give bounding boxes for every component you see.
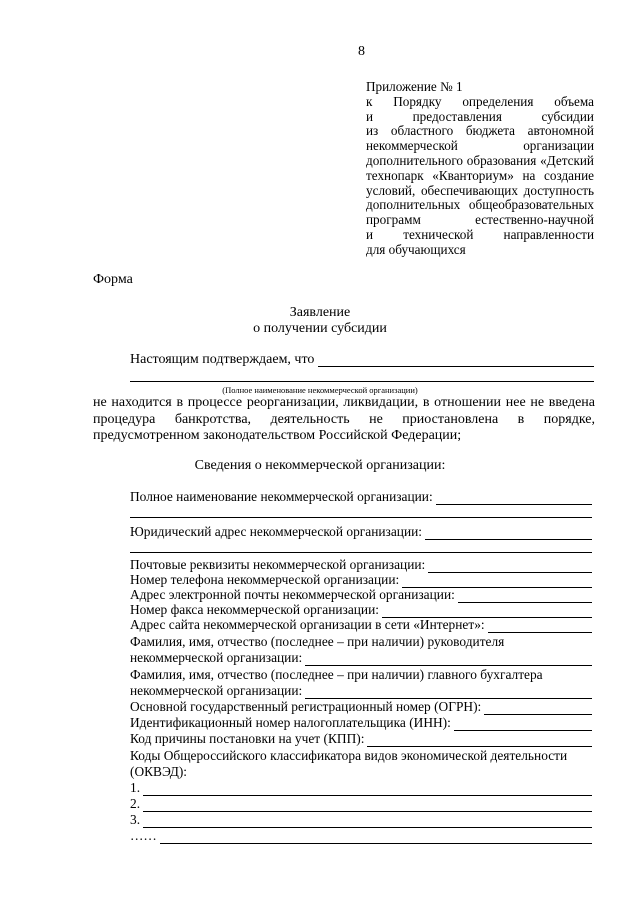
- org-name-line-2[interactable]: [130, 381, 594, 382]
- okved-label: Коды Общероссийского классификатора видов экономической деятельности: [130, 748, 568, 763]
- full-name-label: Полное наименование некоммерческой организации:: [130, 489, 433, 504]
- statement-line: предусмотренном законодательством Российской Федерации;: [93, 428, 462, 443]
- appendix-line: программ естественно-научной: [366, 212, 594, 228]
- appendix-line: и технической направленности: [366, 226, 594, 242]
- okved-item-3-label: 3.: [130, 812, 141, 827]
- appendix-line: дополнительного образования «Детский: [366, 152, 594, 168]
- full-name-input[interactable]: [436, 492, 592, 505]
- website-label: Адрес сайта некоммерческой организации в сети «Интернет»:: [130, 617, 485, 632]
- email-field: [130, 587, 592, 603]
- email-label: Адрес электронной почты некоммерческой организации:: [130, 587, 455, 602]
- appendix-line: условий, обеспечивающих доступность: [366, 182, 594, 198]
- fax-field: [130, 602, 592, 618]
- full-name-input-2[interactable]: [130, 517, 592, 518]
- okved-item-2-label: 2.: [130, 796, 141, 811]
- okved-item-1: [130, 780, 592, 796]
- okved-item-more-input[interactable]: [160, 831, 592, 844]
- website-field: [130, 617, 592, 633]
- accountant-name-field: [130, 683, 592, 699]
- head-name-label-2: некоммерческой организации:: [130, 650, 303, 665]
- phone-label: Номер телефона некоммерческой организации:: [130, 572, 400, 587]
- org-name-caption: (Полное наименование некоммерческой организации): [222, 385, 418, 395]
- okved-item-more: [130, 828, 592, 844]
- kpp-input[interactable]: [367, 734, 592, 747]
- appendix-line: к Порядку определения объема: [366, 93, 594, 109]
- full-name-field: [130, 489, 592, 505]
- accountant-name-label: Фамилия, имя, отчество (последнее – при наличии) главного бухгалтера: [130, 667, 543, 682]
- appendix-line: некоммерческой организации: [366, 138, 594, 154]
- appendix-block: [366, 80, 594, 258]
- okved-label-2: (ОКВЭД):: [130, 764, 188, 779]
- okved-item-2-input[interactable]: [143, 799, 592, 812]
- page-number: 8: [358, 44, 365, 59]
- head-name-label: Фамилия, имя, отчество (последнее – при наличии) руководителя: [130, 634, 505, 649]
- org-name-line[interactable]: [318, 366, 594, 367]
- kpp-label: Код причины постановки на учет (КПП):: [130, 731, 365, 746]
- legal-address-label: Юридический адрес некоммерческой организации:: [130, 524, 422, 539]
- okved-item-3-input[interactable]: [143, 815, 592, 828]
- statement-line: не находится в процессе реорганизации, ликвидации, в отношении нее не введена: [93, 395, 595, 410]
- appendix-line: технопарк «Кванториум» на создание: [366, 167, 594, 183]
- okved-item-1-input[interactable]: [143, 783, 592, 796]
- head-name-field: [130, 650, 592, 666]
- legal-address-field: [130, 524, 592, 540]
- okved-item-2: [130, 796, 592, 812]
- confirm-text: Настоящим подтверждаем, что: [130, 352, 315, 367]
- inn-label: Идентификационный номер налогоплательщика (ИНН):: [130, 715, 451, 730]
- okved-ellipsis: ……: [130, 828, 157, 843]
- appendix-line: Приложение № 1: [366, 79, 463, 94]
- okved-item-1-label: 1.: [130, 780, 141, 795]
- form-label: Форма: [93, 272, 133, 287]
- fax-label: Номер факса некоммерческой организации:: [130, 602, 379, 617]
- legal-address-input-2[interactable]: [130, 552, 592, 553]
- postal-label: Почтовые реквизиты некоммерческой организации:: [130, 557, 426, 572]
- document-title: Заявление: [289, 305, 351, 320]
- section-title: Сведения о некоммерческой организации:: [194, 458, 446, 473]
- website-input[interactable]: [488, 620, 592, 633]
- ogrn-label: Основной государственный регистрационный номер (ОГРН):: [130, 699, 482, 714]
- kpp-field: [130, 731, 592, 747]
- ogrn-input[interactable]: [484, 702, 592, 715]
- ogrn-field: [130, 699, 592, 715]
- statement-line: процедура банкротства, деятельность не приостановлена в порядке,: [93, 411, 595, 427]
- okved-item-3: [130, 812, 592, 828]
- appendix-line: дополнительных общеобразовательных: [366, 197, 594, 213]
- document-subtitle: о получении субсидии: [253, 321, 387, 336]
- phone-field: [130, 572, 592, 588]
- postal-field: [130, 557, 592, 573]
- appendix-line: из областного бюджета автономной: [366, 123, 594, 139]
- accountant-name-label-2: некоммерческой организации:: [130, 683, 303, 698]
- appendix-line: и предоставления субсидии: [366, 108, 594, 124]
- inn-input[interactable]: [454, 718, 592, 731]
- statement-paragraph: [93, 395, 595, 445]
- inn-field: [130, 715, 592, 731]
- legal-address-input[interactable]: [425, 527, 592, 540]
- accountant-name-input[interactable]: [305, 686, 592, 699]
- appendix-line: для обучающихся: [366, 241, 466, 257]
- head-name-input[interactable]: [305, 653, 592, 666]
